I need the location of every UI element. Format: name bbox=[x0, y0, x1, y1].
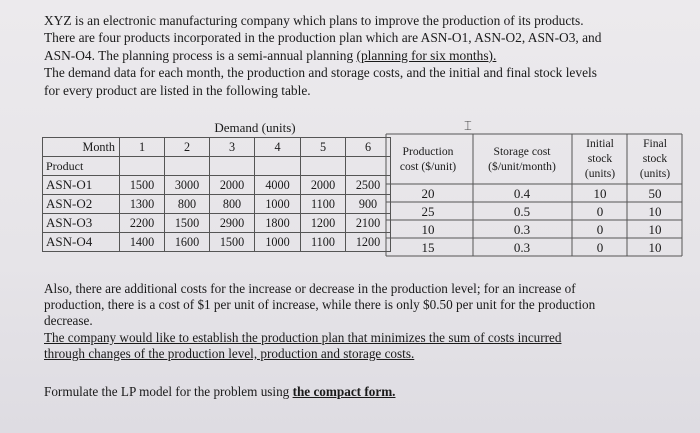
initial-stock-value: 0 bbox=[596, 204, 604, 219]
demand-cell: 3000 bbox=[165, 176, 210, 195]
month-cell: 1 bbox=[120, 138, 165, 157]
demand-cell: 1300 bbox=[120, 195, 165, 214]
costs-line-2: production, there is a cost of $1 per unit of increase, while there is only $0.50 per unit for the production bbox=[44, 297, 596, 313]
final-stock-header-line: stock bbox=[642, 152, 668, 165]
objective-line-2: through changes of the production level, production and storage costs. bbox=[44, 345, 415, 361]
objective-line-1: The company would like to establish the production plan that minimizes the sum of costs incurred bbox=[44, 329, 562, 345]
initial-stock-value: 10 bbox=[593, 186, 607, 201]
demand-cell: 1200 bbox=[301, 214, 346, 233]
intro-line-5: for every product are listed in the following table. bbox=[44, 82, 311, 98]
final-stock-header-line: Final bbox=[643, 137, 667, 150]
product-name: ASN-O3 bbox=[43, 214, 120, 233]
production-cost-value: 15 bbox=[421, 240, 435, 255]
demand-cell: 800 bbox=[165, 195, 210, 214]
production-cost-value: 20 bbox=[421, 186, 435, 201]
initial-stock-value: 0 bbox=[596, 240, 604, 255]
costs-line-1: Also, there are additional costs for the increase or decrease in the production level; for an increase of bbox=[44, 281, 576, 296]
intro-line-4: The demand data for each month, the production and storage costs, and the initial and final stock levels bbox=[44, 65, 597, 81]
demand-cell: 1000 bbox=[255, 233, 301, 252]
month-cell: 4 bbox=[255, 138, 301, 157]
costs-paragraph bbox=[44, 281, 684, 362]
production-cost-header-line: Production bbox=[402, 145, 454, 158]
month-label: Month bbox=[43, 138, 120, 157]
final-stock-value: 10 bbox=[648, 222, 662, 237]
demand-cell: 900 bbox=[346, 195, 391, 214]
text-cursor-icon: ⌶ bbox=[464, 118, 472, 133]
storage-cost-value: 0.4 bbox=[513, 186, 531, 201]
demand-cell: 1400 bbox=[120, 233, 165, 252]
demand-cell: 4000 bbox=[255, 176, 301, 195]
final-stock-header-line: (units) bbox=[639, 167, 671, 180]
initial-stock-header-line: (units) bbox=[584, 167, 616, 180]
final-stock-value: 10 bbox=[648, 240, 662, 255]
task-text: Formulate the LP model for the problem using bbox=[44, 384, 293, 399]
storage-cost-header-line: ($/unit/month) bbox=[488, 160, 556, 173]
month-cell: 3 bbox=[210, 138, 255, 157]
demand-cell: 2100 bbox=[346, 214, 391, 233]
product-name: ASN-O1 bbox=[43, 176, 120, 195]
demand-cell: 1800 bbox=[255, 214, 301, 233]
product-name: ASN-O4 bbox=[43, 233, 120, 252]
production-cost-value: 25 bbox=[421, 204, 435, 219]
initial-stock-header-line: stock bbox=[587, 152, 613, 165]
final-stock-value: 50 bbox=[648, 186, 662, 201]
demand-cell: 1500 bbox=[165, 214, 210, 233]
initial-stock-value: 0 bbox=[596, 222, 604, 237]
intro-line-3-text: ASN-O4. The planning process is a semi-annual planning bbox=[44, 47, 357, 63]
production-cost-value: 10 bbox=[421, 222, 435, 237]
product-name: ASN-O2 bbox=[43, 195, 120, 214]
storage-cost-header-line: Storage cost bbox=[493, 145, 551, 158]
initial-stock-header-line: Initial bbox=[586, 137, 614, 150]
demand-cell: 1500 bbox=[120, 176, 165, 195]
demand-cell: 2000 bbox=[210, 176, 255, 195]
costs-line-3: decrease. bbox=[44, 313, 93, 329]
product-label: Product bbox=[43, 157, 120, 176]
demand-cell: 1600 bbox=[165, 233, 210, 252]
intro-line-2: There are four products incorporated in the production plan which are ASN-O1, ASN-O2, ASN-O3, and bbox=[44, 30, 602, 46]
demand-cell: 1200 bbox=[346, 233, 391, 252]
final-stock-value: 10 bbox=[648, 204, 662, 219]
demand-cell: 1100 bbox=[301, 233, 346, 252]
task-instruction bbox=[44, 384, 684, 400]
intro-line-1: XYZ is an electronic manufacturing company which plans to improve the production of its products. bbox=[44, 13, 584, 28]
demand-cell: 800 bbox=[210, 195, 255, 214]
storage-cost-value: 0.3 bbox=[513, 222, 531, 237]
demand-cell: 2200 bbox=[120, 214, 165, 233]
month-cell: 6 bbox=[346, 138, 391, 157]
demand-cell: 2000 bbox=[301, 176, 346, 195]
month-cell: 5 bbox=[301, 138, 346, 157]
demand-cell: 1100 bbox=[301, 195, 346, 214]
demand-cell: 1500 bbox=[210, 233, 255, 252]
storage-cost-value: 0.5 bbox=[513, 204, 531, 219]
demand-title: Demand (units) bbox=[214, 120, 296, 135]
storage-cost-value: 0.3 bbox=[513, 240, 531, 255]
task-bold-emphasis: the compact form. bbox=[292, 384, 396, 399]
demand-cell: 2500 bbox=[346, 176, 391, 195]
production-cost-header-line: cost ($/unit) bbox=[399, 160, 457, 173]
month-cell: 2 bbox=[165, 138, 210, 157]
demand-cell: 1000 bbox=[255, 195, 301, 214]
planning-horizon-underlined: (planning for six months). bbox=[356, 47, 497, 63]
demand-cell: 2900 bbox=[210, 214, 255, 233]
